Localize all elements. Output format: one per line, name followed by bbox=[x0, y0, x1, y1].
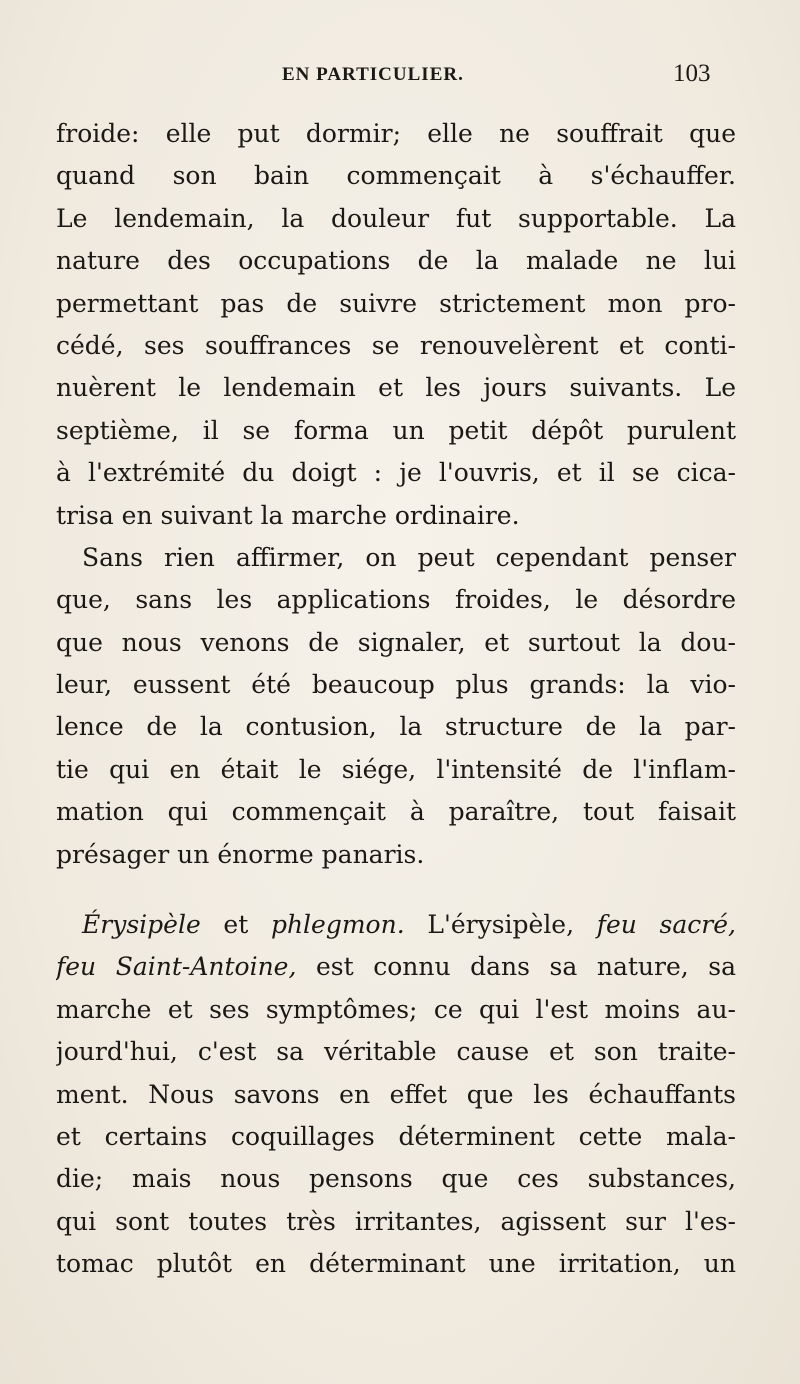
text-line: nuèrent le lendemain et les jours suivants. Le bbox=[56, 373, 736, 403]
text-line: ment. Nous savons en effet que les échauffants bbox=[56, 1079, 736, 1109]
text-run: et bbox=[200, 910, 271, 940]
text-line: tomac plutôt en déterminant une irritation, un bbox=[56, 1249, 736, 1279]
text-line: die; mais nous pensons que ces substances, bbox=[56, 1164, 736, 1194]
paragraph-2 bbox=[56, 537, 736, 876]
text-line: qui sont toutes très irritantes, agissent sur l'es- bbox=[56, 1206, 736, 1236]
page-number: 103 bbox=[673, 60, 711, 87]
text-line: jourd'hui, c'est sa véritable cause et son traite- bbox=[56, 1037, 736, 1067]
text-line: trisa en suivant la marche ordinaire. bbox=[56, 500, 520, 530]
text-line: à l'extrémité du doigt : je l'ouvris, et il se cica- bbox=[56, 458, 736, 488]
text-line: mation qui commençait à paraître, tout faisait bbox=[56, 797, 736, 827]
text-line: Sans rien affirmer, on peut cependant penser bbox=[82, 542, 736, 572]
page-header bbox=[0, 60, 800, 94]
text-line: permettant pas de suivre strictement mon pro- bbox=[56, 288, 736, 318]
text-line bbox=[56, 904, 736, 946]
text-run: L'érysipèle, bbox=[404, 910, 597, 940]
text-run: est connu dans sa nature, sa bbox=[296, 952, 736, 982]
text-line: Le lendemain, la douleur fut supportable. La bbox=[56, 203, 736, 233]
text-line: froide: elle put dormir; elle ne souffrait que bbox=[56, 119, 736, 148]
paragraph-1 bbox=[56, 113, 736, 537]
paragraph-3 bbox=[56, 904, 736, 1286]
text-line: leur, eussent été beaucoup plus grands: la vio- bbox=[56, 670, 736, 700]
italic-term: feu sacré, bbox=[596, 910, 736, 940]
text-line bbox=[56, 946, 736, 988]
paragraph-gap bbox=[56, 876, 736, 904]
italic-term: phlegmon. bbox=[270, 910, 405, 940]
text-line: que, sans les applications froides, le désordre bbox=[56, 585, 736, 615]
text-line: que nous venons de signaler, et surtout la dou- bbox=[56, 627, 736, 657]
text-line: lence de la contusion, la structure de la par- bbox=[56, 712, 736, 742]
text-line: cédé, ses souffrances se renouvelèrent et conti- bbox=[56, 330, 736, 360]
text-line: quand son bain commençait à s'échauffer. bbox=[56, 161, 736, 191]
text-line: et certains coquillages déterminent cette mala- bbox=[56, 1121, 736, 1151]
running-head: EN PARTICULIER. bbox=[282, 64, 464, 85]
text-line: présager un énorme panaris. bbox=[56, 839, 425, 869]
italic-term: Érysipèle bbox=[82, 910, 201, 940]
text-line: nature des occupations de la malade ne lui bbox=[56, 246, 736, 276]
text-line: septième, il se forma un petit dépôt purulent bbox=[56, 415, 736, 445]
text-line: marche et ses symptômes; ce qui l'est moins au- bbox=[56, 994, 736, 1024]
text-line: tie qui en était le siége, l'intensité de l'inflam- bbox=[56, 754, 736, 784]
italic-term: feu Saint-Antoine, bbox=[56, 952, 297, 982]
body-text bbox=[56, 113, 736, 1286]
